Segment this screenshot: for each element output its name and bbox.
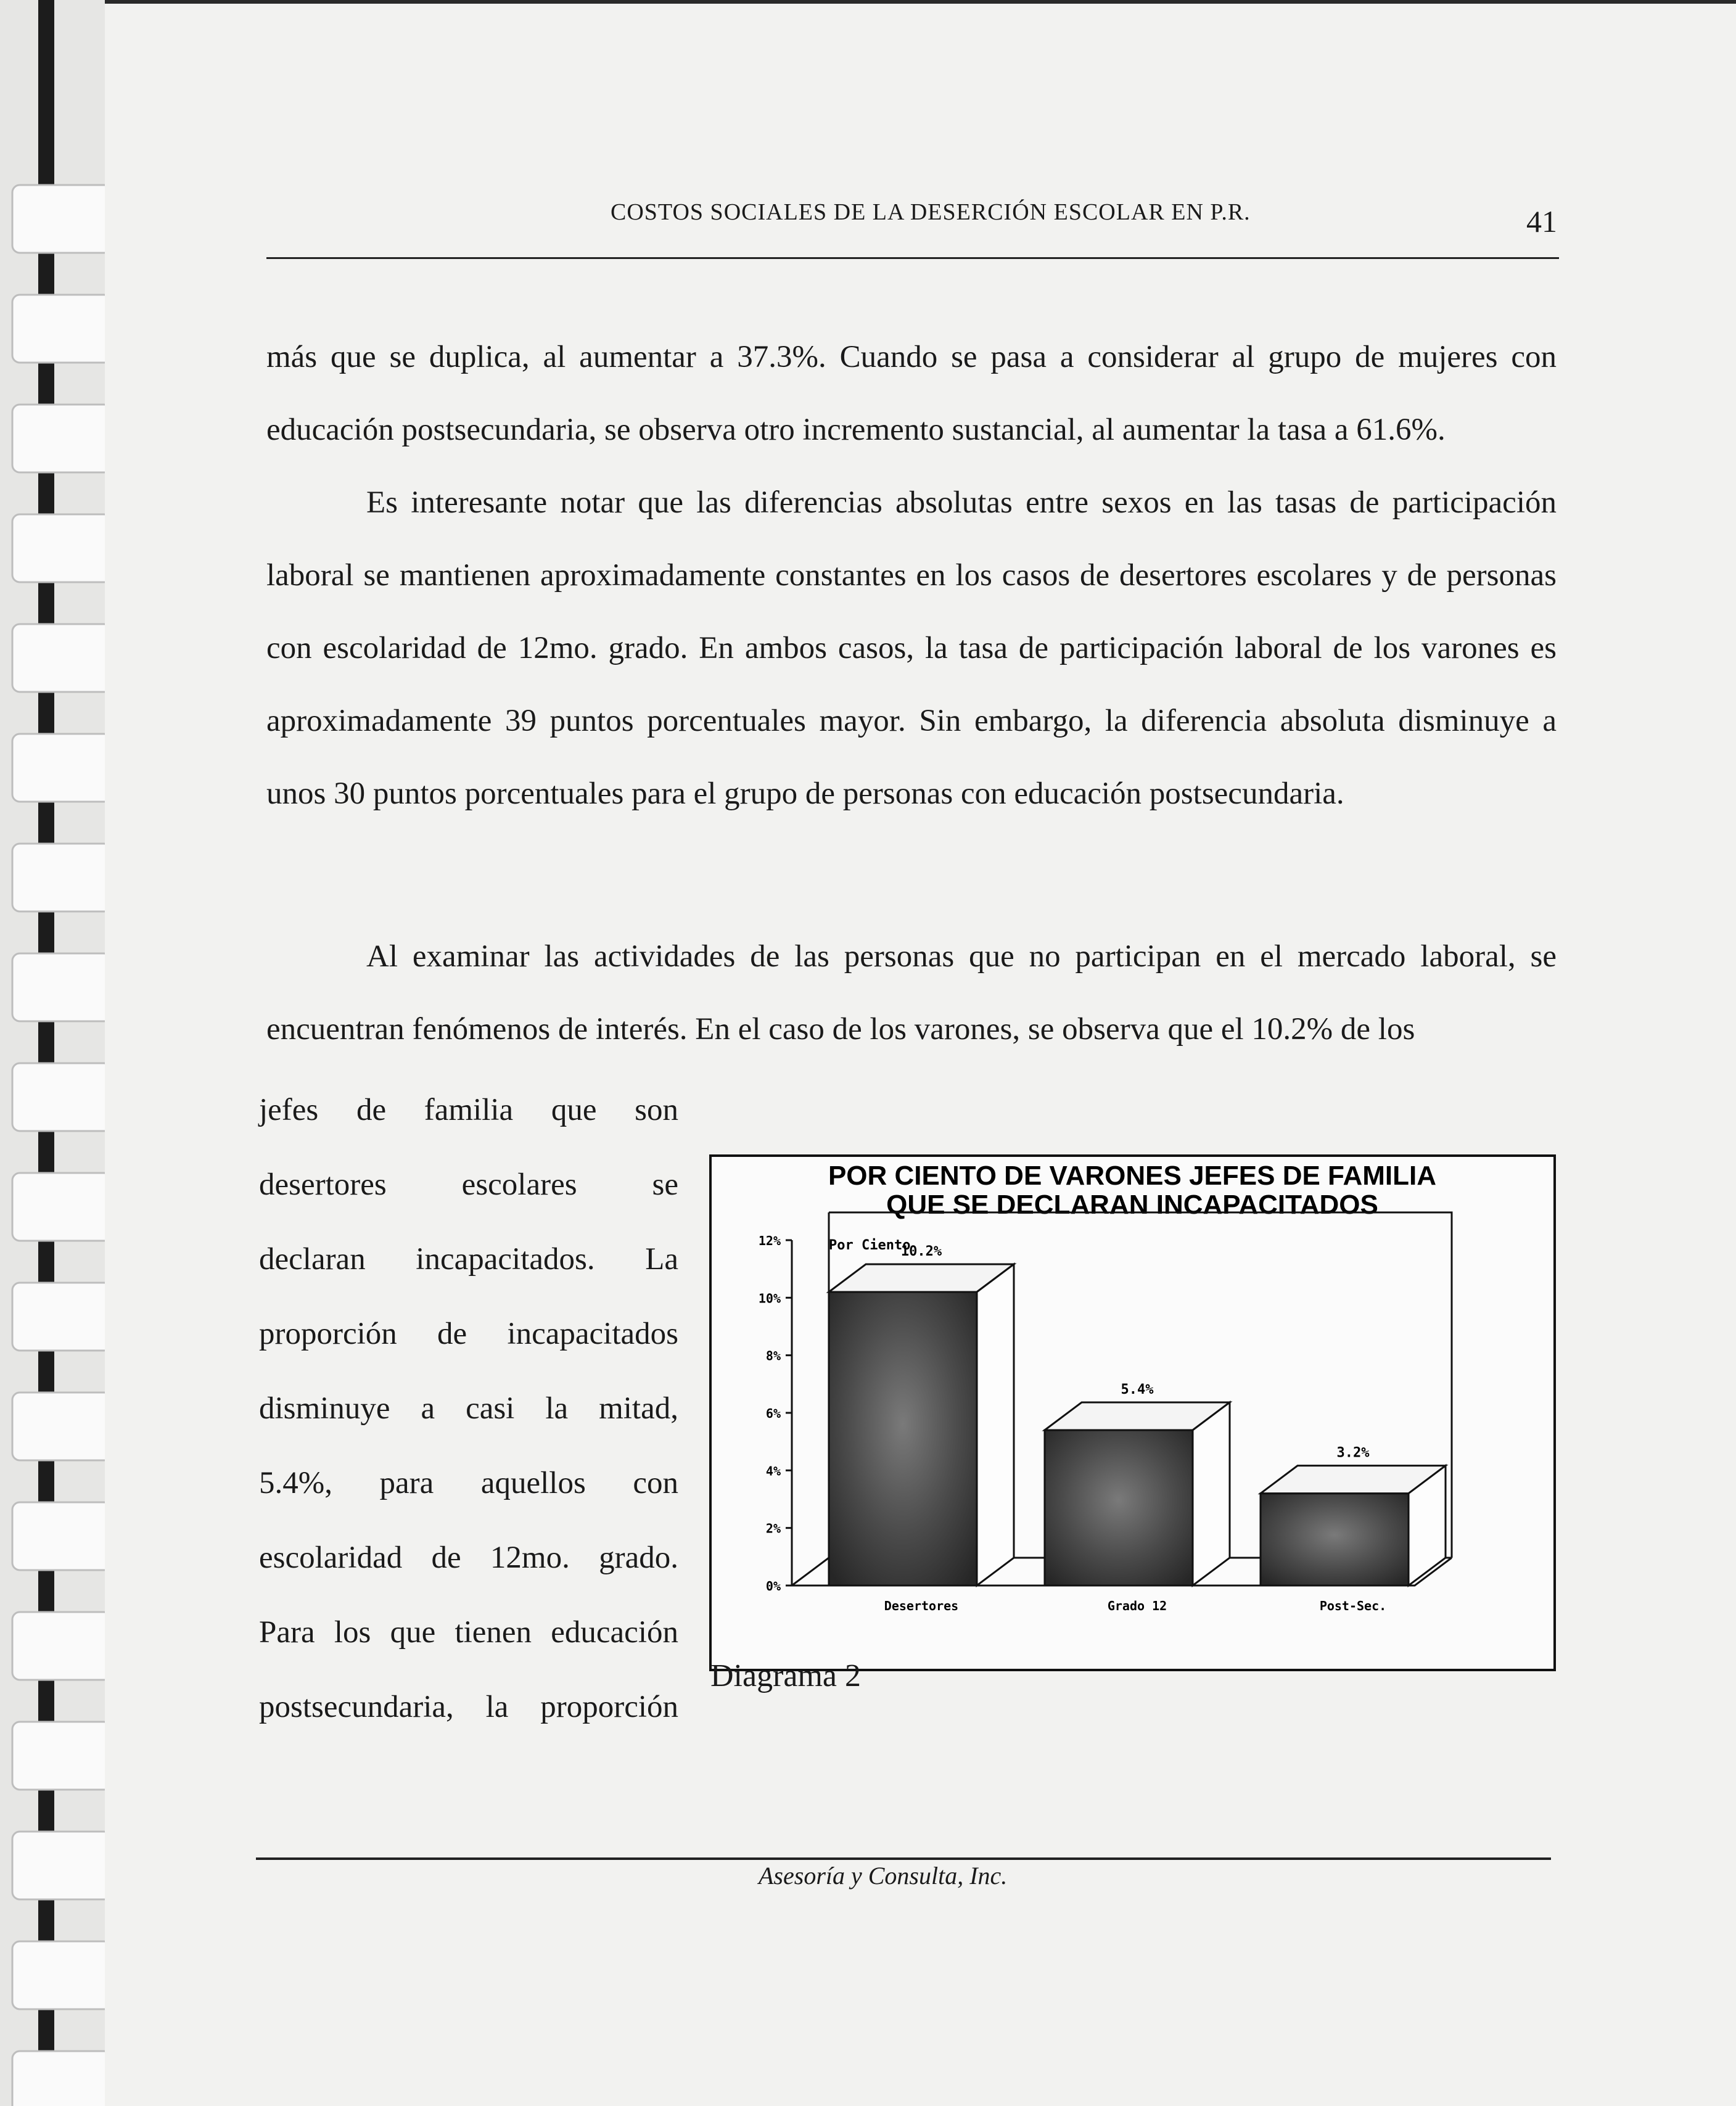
binding-ring — [12, 1173, 105, 1241]
binding-ring — [12, 1392, 105, 1460]
column-line: Para los que tienen educación — [259, 1615, 678, 1650]
y-tick-label: 0% — [765, 1579, 781, 1594]
floor-edge — [792, 1558, 829, 1586]
bar-side — [1193, 1402, 1230, 1586]
bar-front — [829, 1292, 977, 1586]
running-title: COSTOS SOCIALES DE LA DESERCIÓN ESCOLAR EN P.R. — [611, 199, 1251, 225]
binding-ring — [12, 734, 105, 802]
column-line: proporción de incapacitados — [259, 1317, 678, 1351]
binding-ring — [12, 295, 105, 363]
y-tick-label: 8% — [765, 1348, 781, 1364]
y-tick-label: 12% — [758, 1233, 781, 1248]
paragraph-3: Al examinar las actividades de las personas que no participan en el mercado laboral, se encuentran fenómenos de interés. En el caso de los varones, se observa que el 10.2% de los — [266, 939, 1557, 1047]
paragraph-2: Es interesante notar que las diferencias absolutas entre sexos en las tasas de participación laboral se mantienen aproximadamente constantes en los casos de desertores escolares y de personas con escolaridad de 12mo. grado. En ambos casos, la tasa de participación laboral de los varones es aproximadamente 39 puntos porcentuales mayor. Sin embargo, la diferencia absoluta disminuye a unos 30 puntos porcentuales para el grupo de personas con educación postsecundaria. — [266, 485, 1557, 811]
page-number: 41 — [1526, 204, 1557, 239]
y-tick-label: 6% — [765, 1406, 781, 1421]
header-rule — [266, 257, 1559, 259]
column-line: disminuye a casi la mitad, — [259, 1391, 678, 1426]
bar-value-label: 10.2% — [900, 1244, 942, 1259]
binding-ring — [12, 2051, 105, 2106]
column-line: declaran incapacitados. La — [259, 1242, 678, 1277]
bar-chart — [712, 1157, 1553, 1669]
paragraph-1: más que se duplica, al aumentar a 37.3%. Cuando se pasa a considerar al grupo de mujeres con educación postsecundaria, se observa otro incremento sustancial, al aumentar la tasa a 61.6%. — [266, 340, 1557, 447]
column-line: postsecundaria, la proporción — [259, 1690, 678, 1724]
column-line: 5.4%, para aquellos con — [259, 1466, 678, 1500]
bar-chart-figure — [709, 1154, 1556, 1671]
bar-front — [1261, 1494, 1409, 1586]
binding-ring — [12, 1941, 105, 2009]
figure-caption: Diagrama 2 — [710, 1658, 862, 1693]
chart-title: POR CIENTO DE VARONES JEFES DE FAMILIA — [828, 1161, 1437, 1191]
page-top-edge — [0, 0, 1736, 4]
x-tick-label: Post-Sec. — [1319, 1598, 1387, 1613]
binding-ring — [12, 1722, 105, 1790]
footer-publisher: Asesoría y Consulta, Inc. — [759, 1862, 1008, 1890]
y-axis-label: Por Ciento — [829, 1238, 911, 1253]
binding-ring — [12, 185, 105, 253]
binding-ring — [12, 1832, 105, 1899]
binding-ring — [12, 1283, 105, 1351]
binding-ring — [12, 405, 105, 472]
column-line: escolaridad de 12mo. grado. — [259, 1540, 678, 1575]
binding-ring — [12, 1612, 105, 1680]
binding-ring — [12, 1063, 105, 1131]
column-line: jefes de familia que son — [259, 1093, 678, 1127]
y-tick-label: 10% — [758, 1291, 781, 1306]
column-line: desertores escolares se — [259, 1167, 678, 1202]
x-tick-label: Desertores — [884, 1598, 959, 1613]
binding-ring — [12, 844, 105, 911]
wrapped-text-column — [259, 1073, 678, 1745]
y-tick-label: 2% — [765, 1521, 781, 1536]
binding-ring — [12, 1502, 105, 1570]
binding-ring — [12, 953, 105, 1021]
binding-ring — [12, 514, 105, 582]
bar-value-label: 3.2% — [1336, 1445, 1370, 1461]
bar-value-label: 5.4% — [1121, 1382, 1154, 1397]
binding-ring — [12, 624, 105, 692]
y-tick-label: 4% — [765, 1463, 781, 1479]
bar-side — [977, 1264, 1014, 1586]
footer-rule — [256, 1857, 1551, 1860]
bar-front — [1045, 1430, 1193, 1586]
spiral-binding — [0, 0, 105, 2106]
chart-subtitle: QUE SE DECLARAN INCAPACITADOS — [886, 1190, 1378, 1220]
x-tick-label: Grado 12 — [1107, 1598, 1167, 1613]
